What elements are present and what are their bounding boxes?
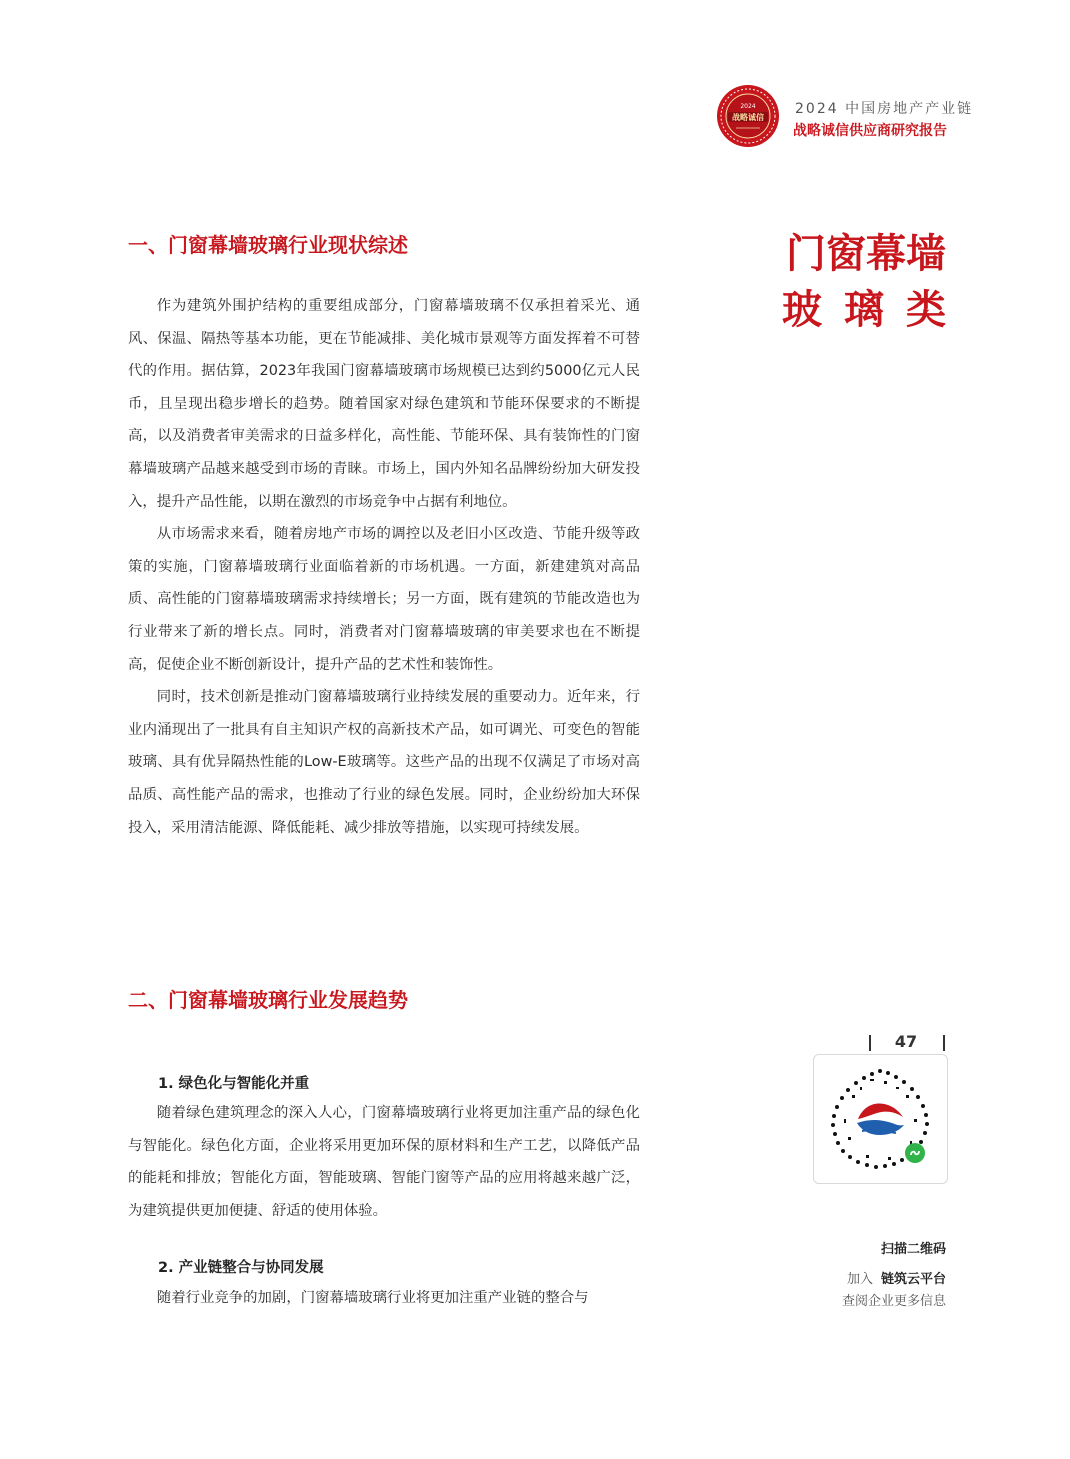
report-header-line2: 战略诚信供应商研究报告 [793,123,947,139]
page-number: 47 [894,1032,918,1051]
report-seal-logo [716,84,780,148]
section1-paragraph: 从市场需求来看，随着房地产市场的调控以及老旧小区改造、节能升级等政策的实施，门窗幕墙玻璃行业面临着新的市场机遇。一方面，新建建筑对高品质、高性能的门窗幕墙玻璃需求持续增长；另一方面，既有建筑的节能改造也为行业带来了新的增长点。同时，消费者对门窗幕墙玻璃的审美要求也在不断提高，促使企业不断创新设计，提升产品的艺术性和装饰性。 [128,526,640,673]
qr-code-card[interactable] [813,1054,948,1184]
section1-paragraph: 作为建筑外围护结构的重要组成部分，门窗幕墙玻璃不仅承担着采光、通风、保温、隔热等基本功能，更在节能减排、美化城市景观等方面发挥着不可替代的作用。据估算，2023年我国门窗幕墙玻璃市场规模已达到约5000亿元人民币，且呈现出稳步增长的趋势。随着国家对绿色建筑和节能环保要求的不断提高，以及消费者审美需求的日益多样化，高性能、节能环保、具有装饰性的门窗幕墙玻璃产品越来越受到市场的青睐。市场上，国内外知名品牌纷纷加大研发投入，提升产品性能，以期在激烈的市场竞争中占据有利地位。 [128,298,640,510]
seal-text: 战略诚信 [732,113,764,122]
category-title [740,226,968,338]
section1-body [128,290,640,844]
qr-more-info: 查阅企业更多信息 [841,1294,946,1309]
qr-scan-label: 扫描二维码 [880,1242,946,1257]
report-header-line1: 2024 中国房地产产业链 [795,101,974,117]
trend-item-text: 随着绿色建筑理念的深入人心，门窗幕墙玻璃行业将更加注重产品的绿色化与智能化。绿色化方面，企业将采用更加环保的原材料和生产工艺，以降低产品的能耗和排放；智能化方面，智能玻璃、智能门窗等产品的应用将越来越广泛，为建筑提供更加便捷、舒适的使用体验。 [128,1105,640,1219]
trend-item-title: 2. 产业链整合与协同发展 [158,1260,324,1276]
trend-item-text: 随着行业竞争的加剧，门窗幕墙玻璃行业将更加注重产业链的整合与 [156,1290,589,1306]
category-title-line1: 门窗幕墙 [786,231,946,277]
qr-platform-name: 链筑云平台 [880,1272,946,1287]
seal-year: 2024 [740,103,756,110]
page-number-divider [869,1035,871,1051]
qr-join-text [800,1268,946,1287]
qr-logo [853,1092,907,1146]
mini-program-badge-icon [905,1143,925,1163]
trend-item-body [128,1097,640,1227]
section1-heading: 一、门窗幕墙玻璃行业现状综述 [128,233,408,257]
qr-join-prefix: 加入 [846,1272,873,1287]
category-title-line2: 玻璃类 [782,287,968,333]
section2-heading: 二、门窗幕墙玻璃行业发展趋势 [128,988,408,1012]
page-number-divider [943,1035,945,1051]
trend-item-body [128,1282,640,1315]
section1-paragraph: 同时，技术创新是推动门窗幕墙玻璃行业持续发展的重要动力。近年来，行业内涌现出了一批具有自主知识产权的高新技术产品，如可调光、可变色的智能玻璃、具有优异隔热性能的Low-E玻璃等。这些产品的出现不仅满足了市场对高品质、高性能产品的需求，也推动了行业的绿色发展。同时，企业纷纷加大环保投入，采用清洁能源、降低能耗、减少排放等措施，以实现可持续发展。 [128,689,640,836]
qr-code-icon[interactable] [826,1065,934,1173]
trend-item-title: 1. 绿色化与智能化并重 [158,1076,310,1092]
